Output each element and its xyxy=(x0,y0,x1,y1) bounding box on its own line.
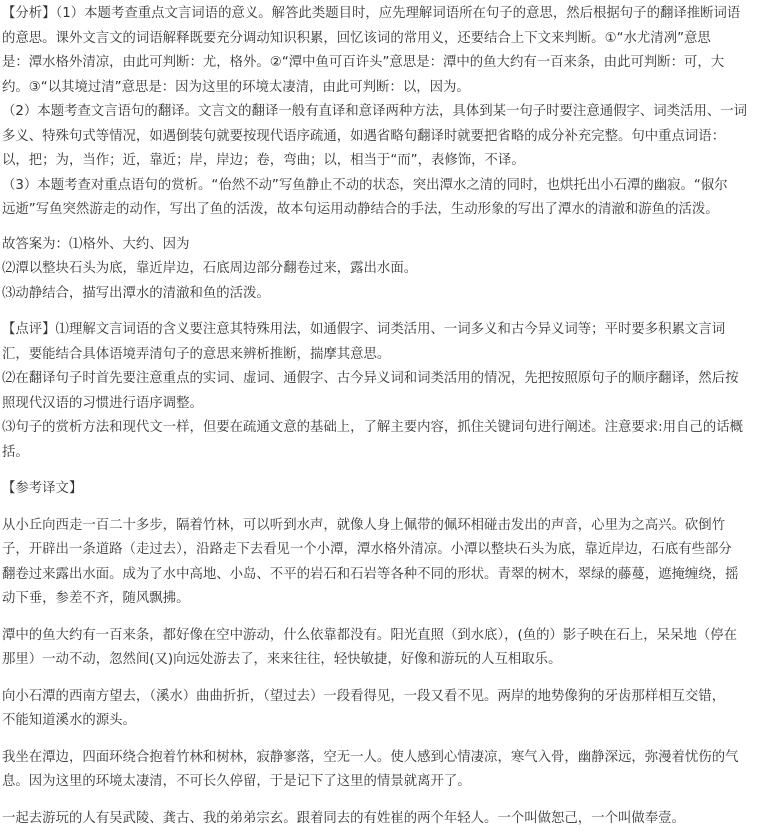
comment-section xyxy=(2,318,774,465)
analysis-line: （2）本题考查文言语句的翻译。文言文的翻译一般有直译和意译两种方法，具体到某一句子时要注意通假字、词类活用、一词 xyxy=(2,104,747,119)
answer-line: 故答案为：⑴格外、大约、因为 xyxy=(2,236,190,252)
analysis-section xyxy=(2,2,774,223)
comment-line: ⑵在翻译句子时首先要注意重点的实词、虚词、通假字、古今异义词和词类活用的情况，先把按照原句子的顺序翻译，然后按 xyxy=(2,371,739,386)
translation-paragraph xyxy=(2,514,774,612)
analysis-line: 【分析】（1）本题考查重点文言词语的意义。解答此类题目时，应先理解词语所在句子的意思，然后根据句子的翻译推断词语 xyxy=(2,6,741,21)
spacer xyxy=(2,465,774,477)
comment-line: 【点评】⑴理解文言词语的含义要注意其特殊用法，如通假字、词类活用、一词多义和古今异义词等；平时要多积累文言词 xyxy=(2,322,726,337)
translation-line: 翻卷过来露出水面。成为了水中高地、小岛、不平的岩石和石岩等各种不同的形状。青翠的树木，翠绿的藤蔓，遮掩缠绕，摇 xyxy=(2,566,739,582)
spacer xyxy=(2,734,774,746)
translation-line: 子，开辟出一条道路（走过去），沿路走下去看见一个小潭，潭水格外清凉。小潭以整块石头为底，靠近岸边，石底有些部分 xyxy=(2,542,732,557)
analysis-line: 约。③“以其境过清”意思是：因为这里的环境太凄清，由此可判断：以，因为。 xyxy=(2,79,470,95)
spacer xyxy=(2,795,774,807)
translation-line: 一起去游玩的人有吴武陵、龚古、我的弟弟宗玄。跟着同去的有姓崔的两个年轻人。一个叫做恕己，一个叫做奉壹。 xyxy=(2,810,685,826)
comment-line: 括。 xyxy=(2,444,29,460)
comment-line: 照现代汉语的习惯进行语序调整。 xyxy=(2,395,203,411)
analysis-line: 以，把；为，当作；近，靠近；岸，岸边；卷，弯曲；以，相当于“而”，表修饰，不译。 xyxy=(2,153,525,168)
translation-line: 向小石潭的西南方望去，（溪水）曲曲折折，（望过去）一段看得见，一段又看不见。两岸的地势像狗的牙齿那样相互交错， xyxy=(2,688,726,704)
spacer xyxy=(2,612,774,624)
spacer xyxy=(2,223,774,233)
translation-heading: 【参考译文】 xyxy=(2,481,83,496)
spacer xyxy=(2,306,774,318)
translation-paragraph xyxy=(2,624,774,673)
translation-section xyxy=(2,477,774,831)
comment-line: ⑶句子的赏析方法和现代文一样，但要在疏通文意的基础上，了解主要内容，抓住关键词句进行阐述。注意要求:用自己的话概 xyxy=(2,420,743,435)
answer-section xyxy=(2,233,774,307)
analysis-line: 多义、特殊句式等情况，如遇倒装句就要按现代语序疏通，如遇省略句翻译时就要把省略的成分补充完整。句中重点词语： xyxy=(2,128,726,144)
answer-line: ⑵潭以整块石头为底，靠近岸边，石底周边部分翻卷过来，露出水面。 xyxy=(2,261,418,276)
answer-line: ⑶动静结合，描写出潭水的清澈和鱼的活泼。 xyxy=(2,285,270,301)
translation-line: 息。因为这里的环境太凄清，不可长久停留，于是记下了这里的情景就离开了。 xyxy=(2,774,471,789)
translation-line: 那里）一动不动，忽然间(又)向远处游去了，来来往往，轻快敏捷，好像和游玩的人互相取乐。 xyxy=(2,652,562,667)
comment-line: 汇，要能结合具体语境弄清句子的意思来辨析推断，揣摩其意思。 xyxy=(2,346,391,362)
analysis-line: 是：潭水格外清凉，由此可判断：尤，格外。②“潭中鱼可百许头”意思是：潭中的鱼大约有一百来条，由此可判断：可，大 xyxy=(2,55,725,70)
translation-line: 从小丘向西走一百二十多步，隔着竹林，可以听到水声，就像人身上佩带的佩环相碰击发出的声音，心里为之高兴。砍倒竹 xyxy=(2,517,726,533)
translation-paragraph xyxy=(2,807,774,832)
translation-paragraph xyxy=(2,685,774,734)
spacer xyxy=(2,673,774,685)
translation-line: 动下垂，参差不齐，随风飘拂。 xyxy=(2,591,190,606)
spacer xyxy=(2,502,774,514)
translation-line: 我坐在潭边，四面环绕合抱着竹林和树林，寂静寥落，空无一人。使人感到心情凄凉，寒气入骨，幽静深远，弥漫着忧伤的气 xyxy=(2,749,739,765)
translation-line: 不能知道溪水的源头。 xyxy=(2,713,136,728)
analysis-line: 的意思。课外文言文的词语解释既要充分调动知识积累，回忆该词的常用义，还要结合上下文来判断。①“水尤清冽”意思 xyxy=(2,30,711,46)
translation-paragraph xyxy=(2,746,774,795)
translation-line: 潭中的鱼大约有一百来条，都好像在空中游动，什么依靠都没有。阳光直照（到水底），(鱼的）影子映在石上，呆呆地（停在 xyxy=(2,627,738,643)
analysis-line: （3）本题考查对重点语句的赏析。“佁然不动”写鱼静止不动的状态，突出潭水之清的同时，也烘托出小石潭的幽寂。“俶尔 xyxy=(2,177,728,193)
analysis-line: 远逝”写鱼突然游走的动作，写出了鱼的活泼，故本句运用动静结合的手法，生动形象的写出了潭水的清澈和游鱼的活泼。 xyxy=(2,202,719,217)
